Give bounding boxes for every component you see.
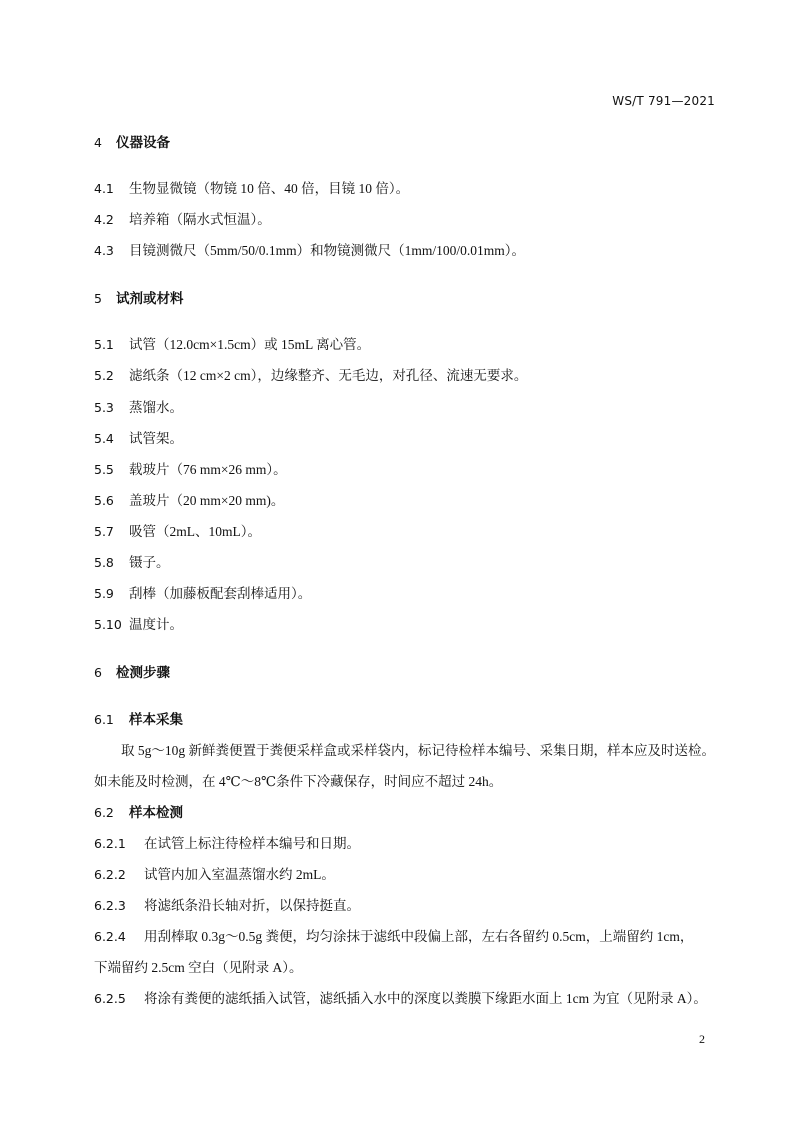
section-heading-6 (94, 661, 170, 681)
item-number: 4.3 (94, 243, 114, 258)
item-text: 目镜测微尺（5mm/50/0.1mm）和物镜测微尺（1mm/100/0.01mm）。 (129, 243, 526, 258)
list-item (94, 458, 287, 478)
section-title: 检测步骤 (116, 665, 170, 681)
item-number: 6.2.1 (94, 836, 126, 851)
list-item (94, 987, 707, 1007)
item-number: 4.1 (94, 181, 114, 196)
section-title: 试剂或材料 (116, 291, 184, 307)
list-item (94, 894, 360, 914)
item-text: 试管（12.0cm×1.5cm）或 15mL 离心管。 (129, 337, 371, 352)
paragraph-line: 取 5g～10g 新鲜粪便置于粪便采样盒或采样袋内，标记待检样本编号、采集日期，样本应及时送检。 (121, 743, 715, 758)
paragraph-line: 下端留约 2.5cm 空白（见附录 A）。 (94, 960, 303, 975)
item-text: 生物显微镜（物镜 10 倍、40 倍，目镜 10 倍）。 (129, 181, 410, 196)
subsection-number: 6.1 (94, 712, 114, 727)
list-item (94, 520, 261, 540)
item-number: 5.7 (94, 524, 114, 539)
paragraph-line: 如未能及时检测，在 4℃～8℃条件下冷藏保存，时间应不超过 24h。 (94, 774, 503, 789)
item-text: 试管内加入室温蒸馏水约 2mL。 (144, 867, 335, 882)
item-text: 载玻片（76 mm×26 mm）。 (129, 462, 287, 477)
subsection-number: 6.2 (94, 805, 114, 820)
section-number: 6 (94, 665, 102, 680)
list-item (94, 427, 183, 447)
document-code: WS/T 791—2021 (612, 94, 715, 108)
item-text: 盖玻片（20 mm×20 mm)。 (129, 493, 285, 508)
item-text: 蒸馏水。 (129, 400, 183, 415)
item-number: 5.4 (94, 431, 114, 446)
list-item (94, 551, 170, 571)
list-item (94, 613, 183, 633)
item-text: 将滤纸条沿长轴对折，以保持挺直。 (144, 898, 360, 913)
item-number: 5.1 (94, 337, 114, 352)
item-number: 5.3 (94, 400, 114, 415)
list-item (94, 832, 360, 852)
item-text: 试管架。 (129, 431, 183, 446)
item-number: 5.10 (94, 617, 122, 632)
item-text: 用刮棒取 0.3g～0.5g 粪便，均匀涂抹于滤纸中段偏上部，左右各留约 0.5cm，上端留约 1cm， (144, 929, 694, 944)
section-number: 5 (94, 291, 102, 306)
item-text: 滤纸条（12 cm×2 cm），边缘整齐、无毛边，对孔径、流速无要求。 (129, 368, 528, 383)
list-item (94, 177, 409, 197)
page-number: 2 (699, 1032, 705, 1046)
subsection-title: 样本检测 (129, 805, 183, 821)
item-number: 5.5 (94, 462, 114, 477)
list-item (94, 489, 284, 509)
item-number: 4.2 (94, 212, 114, 227)
list-item (94, 863, 335, 883)
list-item (94, 582, 311, 602)
item-text: 刮棒（加藤板配套刮棒适用）。 (129, 586, 312, 601)
list-item (94, 208, 271, 228)
section-title: 仪器设备 (116, 135, 170, 151)
item-number: 6.2.4 (94, 929, 126, 944)
section-heading-5 (94, 287, 184, 307)
list-item (94, 396, 183, 416)
list-item (94, 333, 370, 353)
item-number: 6.2.5 (94, 991, 126, 1006)
item-text: 镊子。 (129, 555, 170, 570)
list-item (94, 239, 525, 259)
item-number: 6.2.2 (94, 867, 126, 882)
subsection-heading-6-2 (94, 801, 183, 821)
item-text: 将涂有粪便的滤纸插入试管，滤纸插入水中的深度以粪膜下缘距水面上 1cm 为宜（见附录 A）。 (144, 991, 707, 1006)
item-number: 5.6 (94, 493, 114, 508)
list-item (94, 925, 693, 945)
section-heading-4 (94, 131, 170, 151)
item-text: 吸管（2mL、10mL）。 (129, 524, 261, 539)
subsection-title: 样本采集 (129, 712, 183, 728)
section-number: 4 (94, 135, 102, 150)
item-number: 5.8 (94, 555, 114, 570)
item-text: 在试管上标注待检样本编号和日期。 (144, 836, 360, 851)
subsection-heading-6-1 (94, 708, 183, 728)
item-number: 6.2.3 (94, 898, 126, 913)
item-text: 培养箱（隔水式恒温）。 (129, 212, 271, 227)
item-number: 5.9 (94, 586, 114, 601)
list-item (94, 364, 527, 384)
item-text: 温度计。 (129, 617, 183, 632)
item-number: 5.2 (94, 368, 114, 383)
